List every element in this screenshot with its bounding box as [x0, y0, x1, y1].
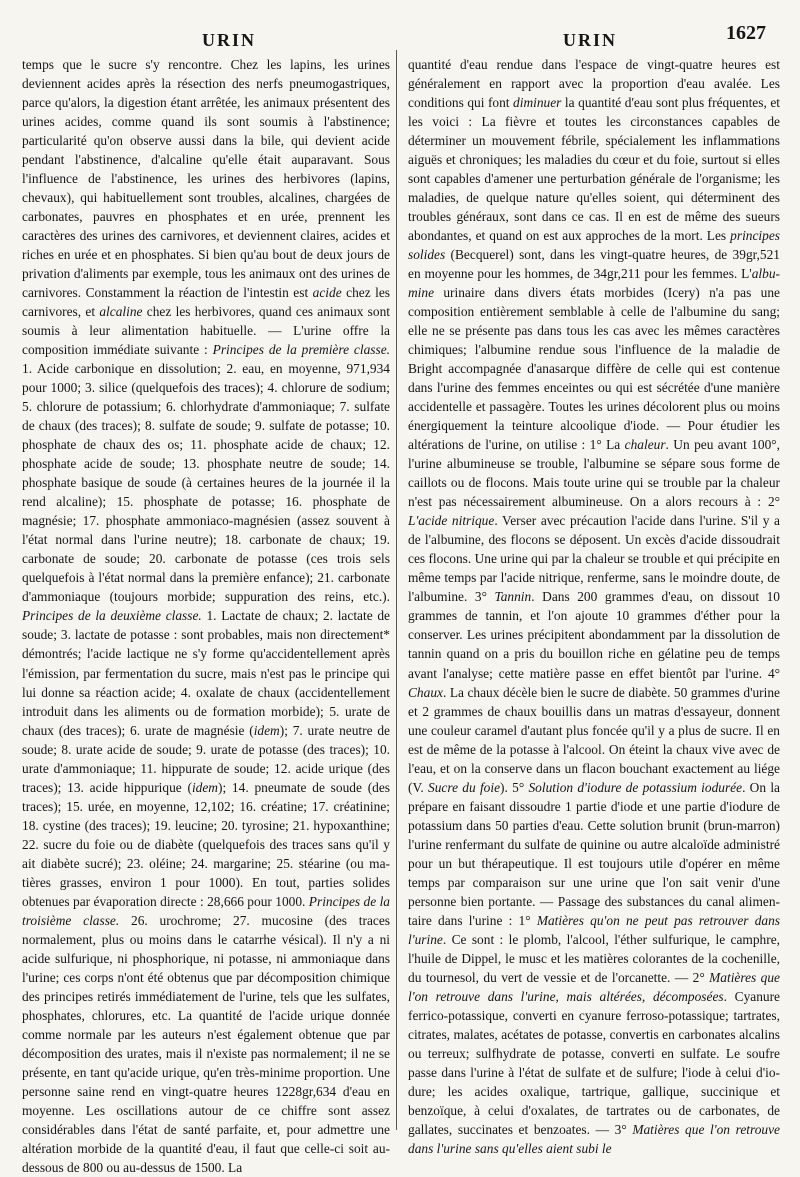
text-run: . Un peu avant 100°, l'urine albumineuse se trouble, l'albumine se sépare sous forme de caillots ou de flocons. Mais toute urine qui se trouble par la chaleur n'est pas nécessairement albumineuse. On a alors recours à : 2° [408, 437, 780, 510]
emphasis: Chaux [408, 684, 443, 700]
text-run: temps que le sucre s'y rencontre. Chez les lapins, les urines deviennent acides après la résection des nerfs pneumogastriques, parce qu'alors, la digestion étant arrêtée, les animaux présentent des urines acides, comme quand ils sont soumis à l'abstinence; particularité qu'on observe aussi dans la bile, qui devient acide pendant l'abstinence, d'alcaline qu'elle était auparavant. Sous l'influence de l'abstinence, les urines des herbivores (lapins, chevaux), qui habituellement sont troubles, alcalines, chargées de carbonates, pauvres en phosphates et en urée, prennent les caractères des urines des carnivores, et deviennent claires, acides et riches en urée et en phosphates. Si bien qu'au bout de deux jours de privation d'aliments par exemple, tous les animaux ont des urines de carnivores. Constamment la réaction de l'intestin est [22, 57, 390, 301]
text-run: 1. Lactate de chaux; 2. lactate de soude; 3. lactate de potasse : sont probables, mais non directement* démontrés; l'acide lactique ne s'y forme qu'accidentellement après l'émission, par fermentation du sucre, mais n'est pas le principe qui lui donne sa réaction acide; 4. oxalate de chaux (accidentellement introduit dans les aliments ou de formation morbide); 5. urate de chaux (des traces); 6. urate de magnésie ( [22, 608, 390, 738]
text-run: urinaire dans divers états morbides (Icery) n'a pas une composition entièrement semblable à celle de l'albumine du sang; elle ne se présente pas dans tous les cas avec les mêmes caractères chimiques; l'albumine rendue sous l'influence de la maladie de Bright accompagnée d'anasarque diffère de celle qui est contenue dans l'urine des femmes enceintes ou qui est sécrétée d'une manière accidentelle et passagère. Toutes les urines décolorent plus ou moins énergiquement la teinture alcoolique d'iode. — Pour étudier les altérations de l'urine, on utilise : 1° La [408, 285, 780, 453]
left-column [22, 55, 391, 1175]
text-run: chez les carnivores, et [22, 285, 390, 320]
text-run: 1. Acide carbonique en dissolution; 2. eau, en moyenne, 971,934 pour 1000; 3. silice (quelquefois des traces); 4. chlorure de sodium; 5. chlorure de potassium; 6. chlorhydrate d'ammoniaque; 7. sulfate de chaux (des traces); 8. sulfate de soude; 9. sulfate de potasse; 10. phosphate de chaux des os; 11. phosphate acide de chaux; 12. phosphate acide de soude; 13. phosphate neutre de soude; 14. phosphate basique de soude (à certaines heures de la journée il la rend alcaline); 15. phosphate de potasse; 16. phosphate de magnésie; 17. phosphate ammoniaco-magnésien (assez souvent à l'état normal dans l'urine neutre); 18. carbonate de chaux; 19. carbonate de soude; 20. carbonate de potasse (ces trois sels quelquefois à l'état normal dans la première enfance); 21. carbonate d'ammoniaque (toujours morbide; suppuration des reins, etc.). [22, 361, 390, 605]
text-run: quantité d'eau rendue dans l'espace de vingt-quatre heures est généralement en rapport avec la proportion d'eau avalée. Les conditions qui font [408, 57, 780, 111]
emphasis: Sucre du foie [428, 779, 501, 795]
emphasis: Solution d'iodure de potassium iodurée [528, 779, 743, 795]
emphasis: Matières que l'on retrouve dans l'urine, mais altérées, décomposées [408, 969, 780, 1004]
text-run: . On la prépare en faisant dissoudre 1 partie d'iode et une partie d'iodure de potassium dans 50 parties d'eau. Cette solution brunit (brun-marron) l'urine renfermant du sulfate de quinine ou autre alcaloïde administré pour un but thérapeutique. Il est toujours utile d'opérer en même temps par comparaison sur une urine que l'on sait venir d'une personne bien portante. — Passage des substances du canal alimentaire dans l'urine : 1° [408, 779, 780, 928]
emphasis: acide [312, 285, 342, 301]
emphasis: chaleur [624, 437, 666, 453]
header-center-word: URIN [563, 30, 618, 50]
text-run: . Verser avec précaution l'acide dans l'urine. S'il y a de l'albumine, des flocons se déposent. Un excès d'acide dissoudrait ces flocons. Une urine qui par la chaleur se trouble et qui précipite en même temps par l'acide nitrique, renferme, sans le moindre doute, de l'albumine. 3° [408, 513, 780, 605]
emphasis: alcaline [99, 304, 143, 320]
emphasis: principes solides [408, 228, 780, 263]
emphasis: Principes de la troisième classe. [22, 893, 390, 928]
right-paragraph [408, 55, 780, 1158]
text-run: chez les herbivores, quand ces animaux sont soumis à leur alimentation habituelle. — L'urine offre la composition immédiate suivante : [22, 304, 391, 358]
page-number: 1627 [726, 22, 766, 44]
emphasis: Matières que l'on retrouve dans l'urine sans qu'elles aient subi le [408, 1121, 780, 1156]
emphasis: Matières qu'on ne peut pas retrouver dans l'urine [408, 912, 780, 947]
text-run: ); 7. urate neutre de soude; 8. urate acide de soude; 9. urate de potasse (des traces); 10. urate d'ammoniaque; 11. hippurate de soude; 12. acide urique (des traces); 13. acide hippurique ( [22, 722, 390, 795]
text-run: 26. urochrome; 27. mucosine (des traces normalement, plus ou moins dans le catarrhe vésical). Il n'y a ni acide sulfurique, ni phosphorique, ni potasse, ni ammoniaque dans l'urine; ces corps n'ont été obtenus que par décomposition chimique des principes retirés immédiatement de l'urine, tels que les sulfates, phosphates, chlorures, etc. La quantité de l'acide urique donnée comme normale par les auteurs n'est également obtenue que par décomposition des urates, mais il n'existe pas normalement; il ne se présente, en tant qu'acide urique, qu'en très-minime proportion. Une personne saine rend en vingt-quatre heures 1228gr,634 d'eau en moyenne. Les oscillations autour de ce chiffre sont assez considérables dans l'état de santé parfaite, et, pour admettre une altération morbide de la quantité d'eau, il faut que celle-ci soit au-dessous de 800 ou au-dessus de 1500. La [22, 912, 390, 1175]
header-left-word: URIN [202, 30, 257, 50]
running-header [0, 22, 800, 52]
text-run: . Ce sont : le plomb, l'alcool, l'éther sulfurique, le camphre, l'huile de Dippel, le musc et les matières colorantes de la cochenille, du tournesol, du vert de vessie et de l'orcanette. — 2° [408, 931, 780, 985]
left-paragraph [22, 55, 390, 1177]
emphasis: Tannin [494, 589, 532, 605]
right-column [408, 55, 781, 1156]
emphasis: L'acide nitrique [408, 513, 495, 529]
emphasis: diminuer [513, 95, 562, 111]
text-run: la quantité d'eau sont plus fréquentes, et les voici : La fièvre et toutes les circonstances capables de déterminer un mouvement fébrile, spécialement les inflammations aiguës et chroniques; les maladies du cœur et du foie, surtout si elles sont capables d'amener une perturbation générale de l'organisme; les maladies, de quelque nature qu'elles soient, qui déterminent des troubles généraux, sont dans ce cas. Il en est de même des sueurs abondantes, et quand on est aux approches de la mort. Les [408, 95, 780, 244]
text-run: (Becquerel) sont, dans les vingt-quatre heures, de 39gr,521 en moyenne pour les hommes, de 34gr,211 pour les femmes. L' [408, 247, 780, 282]
column-divider [396, 50, 397, 1130]
text-run: . Dans 200 grammes d'eau, on dissout 10 grammes de tannin, et l'on ajoute 10 grammes d'éther pour la conserver. Les urines précipitent abondamment par la dissolution de tannin quand on a pris du bouillon riche en gélatine peu de temps avant l'analyse; cette matière passe en effet bientôt par l'urine. 4° [408, 589, 780, 681]
emphasis: Principes de la première classe. [212, 342, 390, 358]
emphasis: idem [191, 779, 218, 795]
text-run: . La chaux décèle bien le sucre de diabète. 50 grammes d'urine et 2 grammes de chaux bouillis dans un matras d'essayeur, donnent une couleur caramel d'autant plus foncée qu'il y a plus de sucre. Il en est de même de la potasse à l'alcool. On éteint la chaux vive avec de l'eau, et on la conserve dans un flacon bouchant exactement au liége (V. [408, 684, 780, 795]
text-run: . Cyanure ferrico-potassique, converti en cyanure ferroso-potassique; tartrates, citrates, malates, acétates de potasse, convertis en carbonates alcalins ou terreux; sulfhydrate de potasse, converti en sulfate. Le soufre passe dans l'urine à l'état de sulfate et de sulfure; l'iode à celui d'iodure; les acides oxalique, tartrique, gallique, succinique et benzoïque, à celui d'oxalates, de tartrates ou de carbonates, de gallates, succinates et benzoates. — 3° [408, 988, 781, 1137]
emphasis: idem [253, 722, 280, 738]
text-run: ). 5° [500, 779, 529, 795]
emphasis: Principes de la deuxième classe. [22, 608, 202, 624]
emphasis: albumine [408, 266, 780, 301]
text-run: ); 14. pneumate de soude (des traces); 15. urée, en moyenne, 12,102; 16. créatine; 17. créatinine; 18. cystine (des traces); 19. leucine; 20. tyrosine; 21. hypoxanthine; 22. sucre du foie ou de diabète (quelquefois des traces sans qu'il y ait diabète sucré); 23. oléine; 24. margarine; 25. stéarine (ou matières grasses, environ 1 pour 1000). En tout, parties solides obtenues par évaporation directe : 28,666 pour 1000. [22, 779, 390, 909]
